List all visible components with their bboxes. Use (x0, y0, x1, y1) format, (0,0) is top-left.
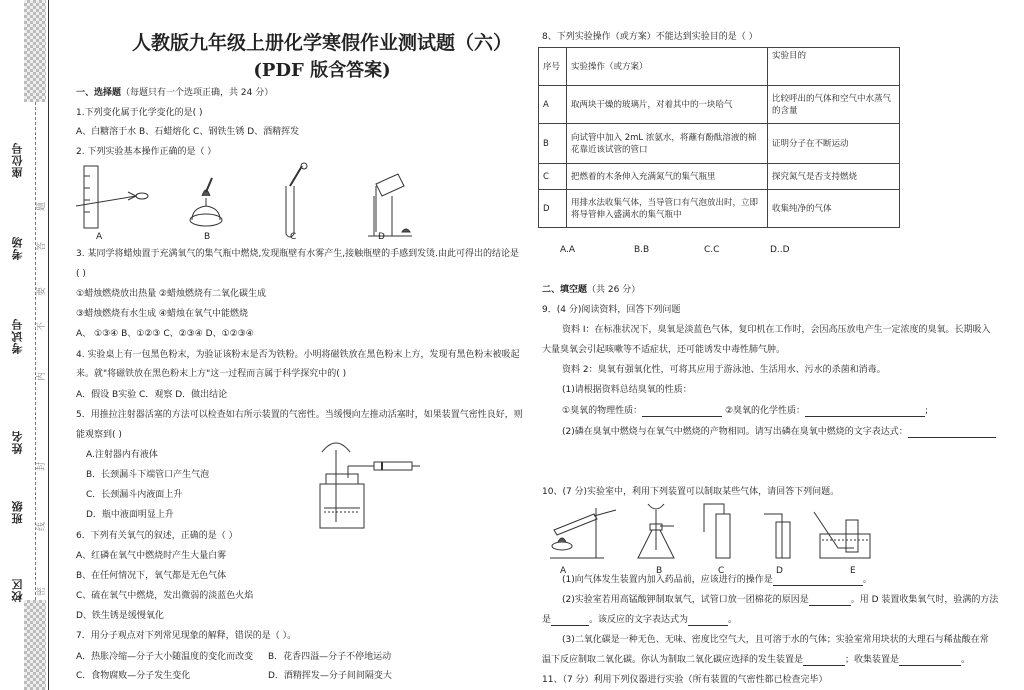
table-cell-goal: 比较呼出的气体和空气中水蒸气的含量 (768, 86, 900, 124)
seal-char: 密 (37, 586, 48, 597)
q7-option-c: C．食物腐败—分子发生变化 (76, 671, 191, 681)
q5-stem-2: 能观察到( ) (76, 430, 122, 440)
table-cell-op: 用排水法收集气体，当导管口有气泡放出时，立即将导管伸入盛满水的集气瓶中 (567, 190, 768, 228)
binding-label-room: 考场 (11, 236, 24, 260)
binding-pattern-top (24, 0, 46, 102)
q6-option-d: D、铁生锈是缓慢氧化 (76, 611, 164, 621)
binding-label-class: 班级 (11, 500, 24, 524)
q5-option-b: B．长颈漏斗下端管口产生气泡 (86, 470, 210, 480)
table-row (539, 124, 900, 164)
seal-char: 封 (37, 461, 48, 472)
q8-answer-b: B.B (634, 245, 650, 255)
table-cell-id: D (539, 190, 567, 228)
section2-heading: 二、填空题（共 26 分） (542, 285, 641, 295)
q7-option-d: D．酒精挥发—分子间间隔变大 (268, 671, 392, 681)
q5-stem: 5．用推拉注射器活塞的方法可以检查如右所示装置的气密性。当缓慢向左推动活塞时，如果装置气密性良好，则 (76, 410, 523, 420)
q7-option-b: B．花香四溢—分子不停地运动 (268, 652, 392, 662)
seal-char: 不 (37, 321, 48, 332)
binding-label-exam-no: 考试号 (11, 318, 24, 354)
q10-sub2: (2)实验室若用高锰酸钾制取氧气，试管口放一团棉花的原因是 。用 D 装置收集氧气时，验满的方法 (562, 595, 999, 605)
q9-material-1-cont: 大量臭氧会引起咳嗽等不适症状，还可能诱发中毒性肺气肿。 (542, 345, 786, 355)
q2-figure-label-a: A (96, 232, 103, 242)
q3-items-2: ③蜡烛燃烧有水生成 ④蜡烛在氧气中能燃烧 (76, 309, 248, 319)
q2-figure (76, 162, 416, 244)
seal-char: 线 (37, 521, 48, 532)
table-header-row (539, 48, 900, 86)
q10-device-d (764, 514, 790, 558)
seal-char: 要 (37, 286, 48, 297)
q6-option-c: C、硫在氧气中燃烧，发出微弱的淡蓝色火焰 (76, 591, 254, 601)
q8-answer-d: D..D (770, 245, 790, 255)
q9-sub1b-blank[interactable] (805, 407, 925, 417)
table-cell-op: 取两块干燥的玻璃片，对着其中的一块哈气 (567, 86, 768, 124)
binding-strip (0, 0, 52, 690)
q10-sub3-blank-1[interactable] (803, 656, 845, 666)
q2-figure-a-cylinder (76, 166, 148, 228)
q10-title: 10、(7 分)实验室中，利用下列装置可以制取某些气体，请回答下列问题。 (542, 487, 840, 497)
q10-label-b: B (656, 566, 663, 576)
q3-options: A、 ①③④ B、①②③ C、②③④ D、①②③④ (76, 329, 254, 339)
q11-stem: 11、（7 分）利用下列仪器进行实验（所有装置的气密性都已检查完毕） (542, 675, 828, 685)
table-cell-op: 向试管中加入 2mL 浓氨水，将蘸有酚酞溶液的棉花靠近该试管的管口 (567, 124, 768, 164)
q10-label-a: A (560, 566, 567, 576)
q5-option-a: A.注射器内有液体 (86, 450, 158, 460)
table-cell-op: 把燃着的木条伸入充满氮气的集气瓶里 (567, 164, 768, 190)
q1-options: A、白糖溶于水 B、石蜡熔化 C、钢铁生锈 D、酒精挥发 (76, 127, 300, 137)
binding-label-campus: 校区 (11, 578, 24, 602)
q9-sub1: (1)请根据资料总结臭氧的性质： (562, 385, 692, 395)
q10-sub3-cont: 温下反应制取二氧化碳。你认为制取二氧化碳应选择的发生装置是 ；收集装置是 。 (542, 655, 971, 665)
q9-material-1: 资料 I：在标准状况下，臭氧是淡蓝色气体，复印机在工作时，会因高压放电产生一定浓度的臭氧。长期吸入 (562, 325, 991, 335)
q9-sub1a-blank[interactable] (642, 407, 722, 417)
table-cell-goal: 收集纯净的气体 (768, 190, 900, 228)
q5-option-d: D．瓶中液面明显上升 (86, 510, 174, 520)
table-header-cell: 实验目的 (768, 48, 900, 86)
q9-material-2: 资料 2：臭氧有强氧化性，可将其应用于游泳池、生活用水、污水的杀菌和消毒。 (562, 365, 886, 375)
q2-figure-label-d: D (378, 232, 385, 242)
q3-items-1: ①蜡烛燃烧放出热量 ②蜡烛燃烧有二氧化碳生成 (76, 289, 266, 299)
q5-apparatus-figure (312, 442, 422, 530)
q10-label-e: E (850, 566, 856, 576)
q7-option-a: A．热胀冷缩—分子大小随温度的变化而改变 (76, 652, 254, 662)
q9-sub1a: ①臭氧的物理性质： ②臭氧的化学性质： ; (562, 406, 929, 416)
q10-sub1: (1)向气体发生装置内加入药品前，应该进行的操作是 。 (562, 575, 872, 585)
q10-device-a (550, 508, 616, 558)
q2-figure-b-lamp (190, 178, 222, 226)
table-cell-id: B (539, 124, 567, 164)
q10-device-b (638, 504, 674, 558)
q2-figure-c-tube (286, 163, 307, 237)
seal-char: 内 (37, 371, 48, 382)
q4-stem-2: 来。就"将磁铁放在黑色粉末上方"这一过程而言属于科学探究中的( ) (76, 369, 347, 379)
q7-stem: 7．用分子观点对下列常见现象的解释，错误的是（ ）。 (76, 631, 297, 641)
q10-sub2-cont: 是 。该反应的文字表达式为 。 (542, 615, 738, 625)
q10-device-e (814, 512, 870, 558)
q9-title: 9．(4 分)阅读资料，回答下列问题 (542, 305, 681, 315)
q2-figure-label-c: C (290, 232, 297, 242)
table-row (539, 164, 900, 190)
q10-apparatus-figure (544, 500, 894, 566)
table-row (539, 190, 900, 228)
table-cell-goal: 证明分子在不断运动 (768, 124, 900, 164)
margin-line (48, 0, 49, 690)
binding-label-name: 姓名 (11, 430, 24, 454)
page-subtitle: (PDF 版含答案) (253, 60, 391, 81)
section1-heading: 一、选择题（每题只有一个选项正确，共 24 分） (76, 88, 274, 98)
q8-answer-a: A.A (560, 245, 576, 255)
q10-device-c (704, 504, 730, 558)
q9-sub2-blank[interactable] (908, 428, 996, 438)
q6-option-b: B、在任何情况下，氧气都是无色气体 (76, 571, 227, 581)
seal-char: 答 (37, 241, 48, 252)
q4-options: A．假设 B实验 C．观察 D．做出结论 (76, 390, 228, 400)
q8-answer-c: C.C (704, 245, 720, 255)
q10-sub2-blank-2[interactable] (551, 616, 589, 626)
q10-sub2-blank-3[interactable] (688, 616, 728, 626)
q10-sub3-blank-2[interactable] (899, 656, 961, 666)
q10-sub3: (3)二氧化碳是一种无色、无味、密度比空气大，且可溶于水的气体；实验室常用块状的大理石与稀盐酸在常 (562, 635, 989, 645)
page-title: 人教版九年级上册化学寒假作业测试题（六） (131, 32, 512, 54)
q8-table (538, 47, 900, 228)
table-header-cell: 序号 (539, 48, 567, 86)
q9-sub2: (2)磷在臭氧中燃烧与在氧气中燃烧的产物相同。请写出磷在臭氧中燃烧的文字表达式： (562, 426, 996, 438)
q3-stem-blank: ( ) (76, 269, 86, 279)
table-header-cell: 实验操作（或方案） (567, 48, 768, 86)
q1-stem: 1.下列变化属于化学变化的是( ) (76, 108, 203, 118)
q2-figure-d-pour (368, 174, 412, 236)
table-cell-id: A (539, 86, 567, 124)
table-cell-goal: 探究氮气是否支持燃烧 (768, 164, 900, 190)
q8-stem: 8、下列实验操作（或方案）不能达到实验目的是（ ） (542, 32, 758, 42)
q10-sub2-blank-1[interactable] (809, 596, 851, 606)
q6-stem: 6．下列有关氧气的叙述，正确的是（ ） (76, 531, 238, 541)
q4-stem: 4. 实验桌上有一包黑色粉末，为验证该粉末是否为铁粉。小明将磁铁放在黑色粉末上方，发现有黑色粉末被吸起 (76, 350, 520, 360)
q6-option-a: A、红磷在氧气中燃烧时产生大量白雾 (76, 551, 227, 561)
q10-label-d: D (776, 566, 783, 576)
table-cell-id: C (539, 164, 567, 190)
q3-stem: 3. 某同学将蜡烛置于充满氧气的集气瓶中燃烧,发现瓶壁有水雾产生,接触瓶壁的手感到发烫.由此可得出的结论是 (76, 249, 520, 259)
seal-char: 题 (37, 201, 48, 212)
q2-stem: 2. 下列实验基本操作正确的是（ ） (76, 147, 217, 157)
binding-pattern-bottom (24, 600, 46, 690)
q5-option-c: C．长颈漏斗内液面上升 (86, 490, 183, 500)
q2-figure-label-b: B (204, 232, 211, 242)
q10-label-c: C (718, 566, 725, 576)
q10-sub1-blank[interactable] (773, 576, 863, 586)
binding-label-seat: 座位号 (11, 142, 24, 178)
table-row (539, 86, 900, 124)
